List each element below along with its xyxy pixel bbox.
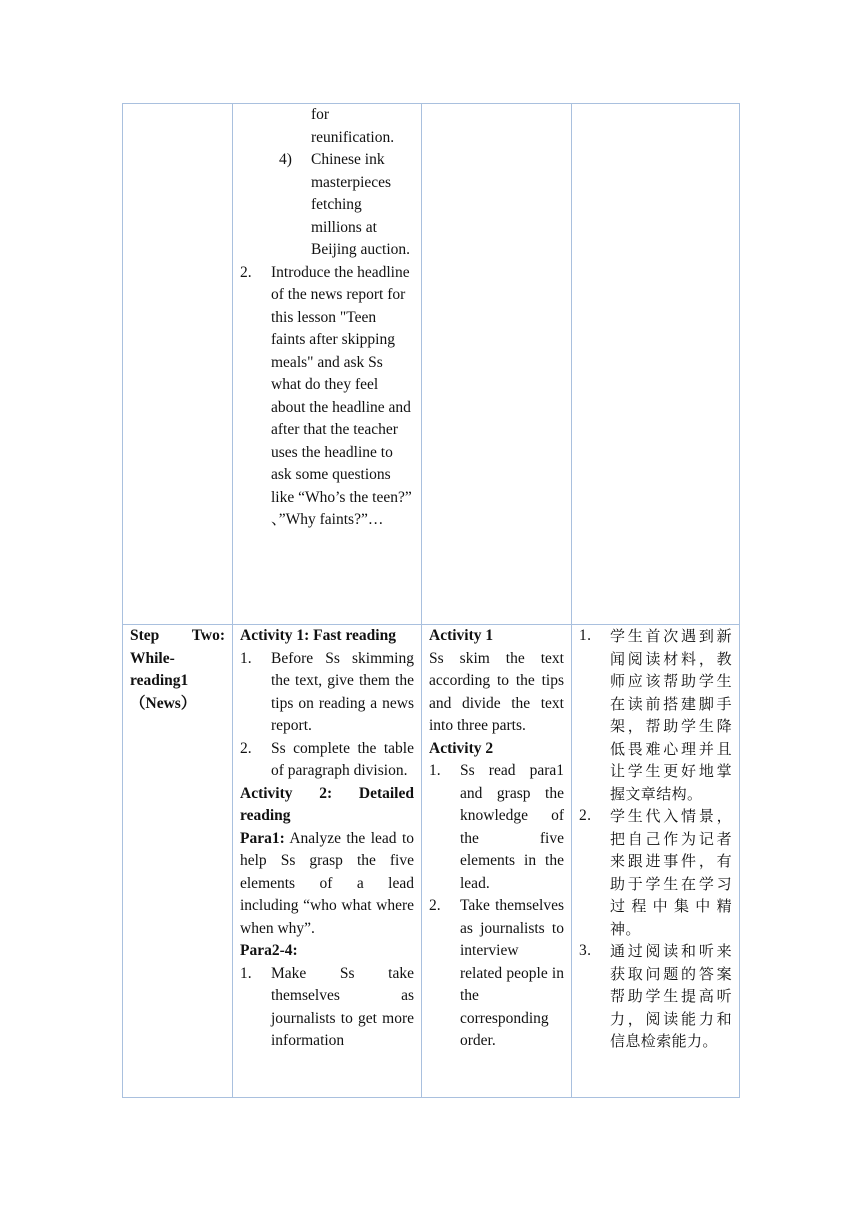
purpose-item xyxy=(579,625,732,805)
list-item-text: Make Ss take themselves as journalists to get more information xyxy=(271,964,414,1049)
para1-paragraph xyxy=(240,828,414,941)
activity-1-title: Activity 1: Fast reading xyxy=(240,627,396,644)
para1-text: Analyze the lead to help Ss grasp the five elements of a lead including “who what where when why”. xyxy=(240,829,414,937)
table-row xyxy=(123,104,740,625)
list-item-text: Ss read para1 and grasp the knowledge of the five elements in the lead. xyxy=(460,762,564,892)
list-item-number: 2. xyxy=(429,897,441,914)
list-item-text: Before Ss skimming the text, give them the tips on reading a news report. xyxy=(271,649,414,734)
list-item-2 xyxy=(240,262,414,532)
step-title: Step Two: While-reading1（News） xyxy=(130,627,225,712)
para1-label: Para1: xyxy=(240,829,285,847)
list-item xyxy=(240,648,414,738)
student-activity-cell-empty xyxy=(422,104,572,625)
list-item-number: 1. xyxy=(240,964,252,982)
purpose-item xyxy=(579,940,732,1053)
purpose-item-number: 1. xyxy=(579,627,592,644)
list-item xyxy=(429,895,564,1053)
sub-item-3-text: for reunification. xyxy=(311,106,395,146)
lesson-plan-table xyxy=(122,103,740,1098)
list-item-number: 1. xyxy=(429,762,441,779)
purpose-cell-empty xyxy=(572,104,740,625)
step-cell-empty xyxy=(123,104,233,625)
purpose-item-text: 通过阅读和听来获取问题的答案帮助学生提高听力，阅读能力和信息检索能力。 xyxy=(610,942,732,1050)
purpose-item-text: 学生首次遇到新闻阅读材料，教师应该帮助学生在读前搭建脚手架，帮助学生降低畏难心理并且让学生更好地掌握文章结构。 xyxy=(610,627,732,803)
sub-item-4 xyxy=(240,149,414,262)
student-activity-cell xyxy=(422,625,572,1098)
list-item-2-text: Introduce the headline of the news report for this lesson "Teen faints after skipping meals" and ask Ss what do they feel about the headline and after that the teacher uses the headline to ask some questions like “Who’s the teen?” 、”Why faints?”… xyxy=(271,263,412,528)
teacher-activity-cell xyxy=(233,625,422,1098)
student-activity-1-title: Activity 1 xyxy=(429,627,494,644)
list-item-number: 2. xyxy=(240,739,252,757)
list-item xyxy=(429,760,564,895)
student-activity-2-title: Activity 2 xyxy=(429,739,494,757)
purpose-item-number: 3. xyxy=(579,942,592,959)
list-item-2-number: 2. xyxy=(240,263,252,281)
list-item xyxy=(240,738,414,783)
purpose-cell xyxy=(572,625,740,1098)
sub-item-4-text: Chinese ink masterpieces fetching millions at Beijing auction. xyxy=(311,151,411,258)
purpose-item-number: 2. xyxy=(579,807,592,824)
step-cell xyxy=(123,625,233,1098)
list-item-text: Take themselves as journalists to interview related people in the corresponding order. xyxy=(460,897,564,1049)
purpose-item-text: 学生代入情景，把自己作为记者来跟进事件，有助于学生在学习过程中集中精神。 xyxy=(610,807,732,938)
list-item-text: Ss complete the table of paragraph division. xyxy=(271,739,414,779)
student-activity-1-text: Ss skim the text according to the tips and divide the text into three parts. xyxy=(429,649,564,734)
table-row xyxy=(123,625,740,1098)
para2-4-label: Para2-4: xyxy=(240,942,298,959)
sub-item-4-number: 4) xyxy=(279,151,292,168)
list-item xyxy=(240,963,414,1053)
purpose-item xyxy=(579,805,732,940)
list-item-number: 1. xyxy=(240,649,252,667)
sub-item-3-tail xyxy=(240,104,414,149)
teacher-activity-cell xyxy=(233,104,422,625)
activity-2-title: Activity 2: Detailed reading xyxy=(240,784,414,824)
